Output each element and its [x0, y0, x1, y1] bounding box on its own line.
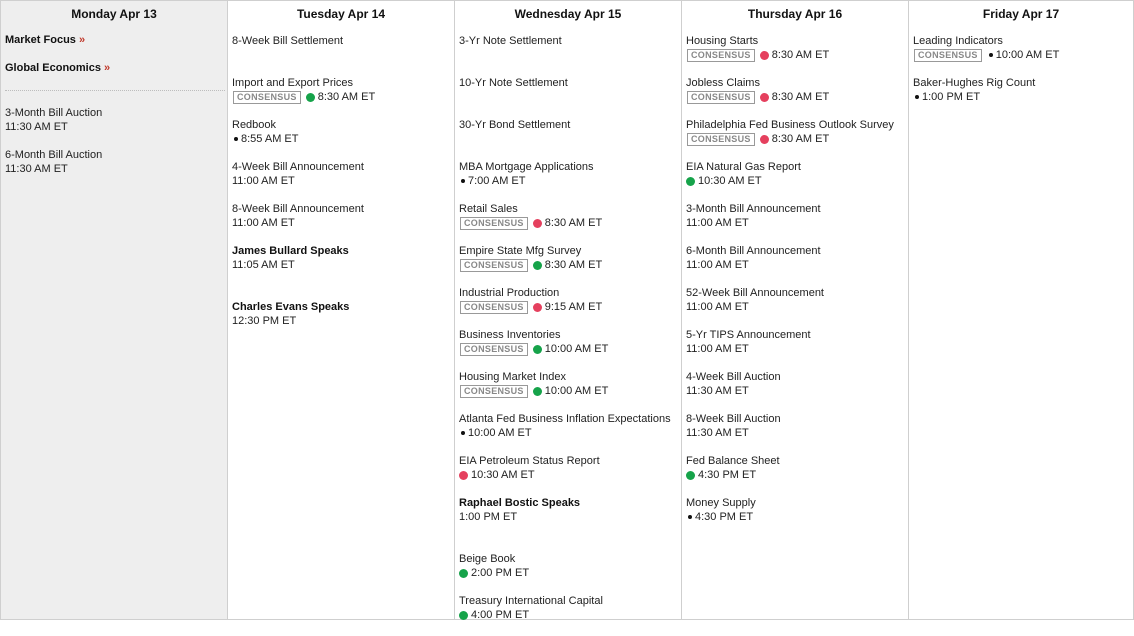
event-time: 11:30 AM ET — [686, 427, 749, 439]
event-title[interactable]: 6-Month Bill Auction — [5, 149, 103, 161]
event-detail-line — [913, 90, 1131, 104]
quick-links — [5, 34, 225, 90]
event-detail-line — [459, 342, 679, 356]
red-dot-icon — [533, 219, 542, 228]
day-column-wednesday — [454, 0, 681, 620]
event-time: 8:30 AM ET — [771, 49, 830, 61]
event-detail-line — [5, 162, 225, 176]
black-dot-icon — [234, 137, 238, 141]
event-detail-line — [913, 48, 1131, 62]
event-time: 10:30 AM ET — [471, 469, 535, 481]
chevron-right-icon: » — [78, 34, 86, 46]
day-header: Tuesday Apr 14 — [228, 0, 454, 27]
event-title[interactable]: Beige Book — [459, 553, 516, 565]
day-column-thursday — [681, 0, 908, 620]
calendar-event[interactable] — [459, 76, 679, 118]
calendar-event[interactable] — [686, 328, 906, 370]
event-title[interactable]: 8-Week Bill Settlement — [232, 35, 344, 47]
calendar-event[interactable] — [459, 34, 679, 76]
event-time: 8:55 AM ET — [241, 133, 299, 145]
event-title[interactable]: 3-Yr Note Settlement — [459, 35, 562, 47]
event-time: 10:00 AM ET — [995, 49, 1060, 61]
event-time: 11:30 AM ET — [5, 121, 68, 133]
calendar-event[interactable] — [459, 370, 679, 412]
calendar-event[interactable] — [686, 76, 906, 118]
red-dot-icon — [533, 303, 542, 312]
calendar-event[interactable] — [686, 34, 906, 76]
event-title[interactable]: Jobless Claims — [686, 77, 760, 89]
consensus-badge[interactable]: CONSENSUS — [914, 49, 982, 62]
event-time: 10:30 AM ET — [698, 175, 762, 187]
calendar-event[interactable] — [5, 106, 225, 148]
calendar-event[interactable] — [459, 552, 679, 594]
event-time: 1:00 PM ET — [459, 511, 518, 523]
event-title[interactable]: James Bullard Speaks — [232, 245, 349, 257]
event-time: 4:30 PM ET — [695, 511, 754, 523]
event-title[interactable]: Redbook — [232, 119, 277, 131]
day-header: Monday Apr 13 — [1, 0, 227, 27]
event-title[interactable]: Industrial Production — [459, 287, 560, 299]
event-title[interactable]: Charles Evans Speaks — [232, 301, 350, 313]
event-detail-line — [459, 426, 679, 440]
event-title[interactable]: Business Inventories — [459, 329, 561, 341]
event-time: 1:00 PM ET — [922, 91, 981, 103]
consensus-badge[interactable]: CONSENSUS — [687, 133, 755, 146]
event-detail-line — [459, 174, 679, 188]
event-detail-line — [686, 510, 906, 524]
day-header: Friday Apr 17 — [909, 0, 1133, 27]
calendar-event[interactable] — [232, 202, 452, 244]
event-time: 8:30 AM ET — [544, 259, 603, 271]
green-dot-icon — [533, 387, 542, 396]
event-title[interactable]: Treasury International Capital — [459, 595, 603, 607]
event-detail-line — [686, 132, 906, 146]
event-time: 11:00 AM ET — [686, 217, 749, 229]
event-title[interactable]: Leading Indicators — [913, 35, 1003, 47]
event-time: 11:00 AM ET — [686, 301, 749, 313]
calendar-event[interactable] — [459, 118, 679, 160]
event-detail-line — [232, 132, 452, 146]
event-detail-line — [232, 174, 452, 188]
black-dot-icon — [461, 179, 465, 183]
quick-link-label[interactable]: Market Focus — [5, 34, 76, 46]
event-detail-line — [686, 384, 906, 398]
quick-link-market-focus[interactable] — [5, 34, 225, 62]
event-title[interactable]: 3-Month Bill Auction — [5, 107, 103, 119]
calendar-event[interactable] — [686, 412, 906, 454]
day-header: Thursday Apr 16 — [682, 0, 908, 27]
event-time: 9:15 AM ET — [544, 301, 603, 313]
calendar-event[interactable] — [686, 286, 906, 328]
red-dot-icon — [459, 471, 468, 480]
event-detail-line — [459, 510, 679, 524]
event-time: 2:00 PM ET — [471, 567, 530, 579]
event-title[interactable]: Retail Sales — [459, 203, 518, 215]
calendar-event[interactable] — [686, 118, 906, 160]
divider — [5, 90, 225, 91]
event-title[interactable]: 5-Yr TIPS Announcement — [686, 329, 811, 341]
event-detail-line — [232, 90, 452, 104]
calendar-event[interactable] — [913, 76, 1131, 118]
day-events — [232, 34, 452, 356]
calendar-event[interactable] — [686, 370, 906, 412]
event-time: 11:05 AM ET — [232, 259, 295, 271]
event-title[interactable]: 8-Week Bill Auction — [686, 413, 781, 425]
event-time: 8:30 AM ET — [771, 91, 830, 103]
day-header: Wednesday Apr 15 — [455, 0, 681, 27]
event-time: 7:00 AM ET — [468, 175, 526, 187]
event-detail-line — [686, 468, 906, 482]
event-detail-line — [686, 90, 906, 104]
event-detail-line — [5, 120, 225, 134]
event-title[interactable]: EIA Natural Gas Report — [686, 161, 801, 173]
calendar-event[interactable] — [459, 160, 679, 202]
event-time: 10:00 AM ET — [468, 427, 532, 439]
day-events — [913, 34, 1131, 118]
consensus-badge[interactable]: CONSENSUS — [460, 217, 528, 230]
event-title[interactable]: Housing Starts — [686, 35, 759, 47]
red-dot-icon — [760, 51, 769, 60]
event-detail-line — [459, 384, 679, 398]
calendar-event[interactable] — [232, 76, 452, 118]
event-title[interactable]: EIA Petroleum Status Report — [459, 455, 600, 467]
event-time: 11:30 AM ET — [686, 385, 749, 397]
day-events — [459, 34, 679, 636]
event-title[interactable]: 3-Month Bill Announcement — [686, 203, 821, 215]
green-dot-icon — [533, 261, 542, 270]
green-dot-icon — [686, 471, 695, 480]
day-events — [686, 34, 906, 538]
chevron-right-icon: » — [104, 62, 111, 74]
consensus-badge[interactable]: CONSENSUS — [687, 49, 755, 62]
event-title[interactable]: 4-Week Bill Announcement — [232, 161, 364, 173]
calendar-event[interactable] — [459, 286, 679, 328]
calendar-event[interactable] — [686, 160, 906, 202]
event-title[interactable]: Housing Market Index — [459, 371, 566, 383]
event-time: 8:30 AM ET — [317, 91, 376, 103]
black-dot-icon — [915, 95, 919, 99]
event-time: 11:30 AM ET — [5, 163, 68, 175]
event-detail-line — [686, 48, 906, 62]
event-title[interactable]: 30-Yr Bond Settlement — [459, 119, 571, 131]
day-column-friday — [908, 0, 1134, 620]
calendar-event[interactable] — [459, 412, 679, 454]
event-detail-line — [686, 300, 906, 314]
event-time: 8:30 AM ET — [771, 133, 830, 145]
event-detail-line — [686, 342, 906, 356]
event-title[interactable]: MBA Mortgage Applications — [459, 161, 594, 173]
event-time: 8:30 AM ET — [544, 217, 603, 229]
event-detail-line — [232, 314, 452, 328]
calendar-event[interactable] — [913, 34, 1131, 76]
calendar-event[interactable] — [5, 148, 225, 190]
event-title[interactable]: Money Supply — [686, 497, 756, 509]
event-time: 4:00 PM ET — [471, 609, 530, 621]
event-detail-line — [459, 566, 679, 580]
event-time: 11:00 AM ET — [686, 343, 749, 355]
event-time: 11:00 AM ET — [686, 259, 749, 271]
consensus-badge[interactable]: CONSENSUS — [233, 91, 301, 104]
event-detail-line — [686, 174, 906, 188]
calendar-event[interactable] — [686, 496, 906, 538]
event-title[interactable]: 10-Yr Note Settlement — [459, 77, 568, 89]
quick-link-global-economics[interactable] — [5, 62, 225, 90]
event-time: 11:00 AM ET — [232, 217, 295, 229]
red-dot-icon — [760, 135, 769, 144]
green-dot-icon — [459, 569, 468, 578]
event-detail-line — [686, 258, 906, 272]
calendar-event[interactable] — [459, 244, 679, 286]
event-time: 10:00 AM ET — [544, 343, 609, 355]
event-time: 11:00 AM ET — [232, 175, 295, 187]
calendar-event[interactable] — [459, 594, 679, 636]
green-dot-icon — [533, 345, 542, 354]
calendar-event[interactable] — [232, 34, 452, 76]
event-detail-line — [459, 468, 679, 482]
speaker-event[interactable] — [232, 244, 452, 300]
red-dot-icon — [760, 93, 769, 102]
calendar-event[interactable] — [686, 202, 906, 244]
green-dot-icon — [306, 93, 315, 102]
event-detail-line — [232, 216, 452, 230]
calendar-event[interactable] — [232, 160, 452, 202]
speaker-event[interactable] — [459, 496, 679, 552]
day-column-monday — [0, 0, 227, 620]
event-title[interactable]: 4-Week Bill Auction — [686, 371, 781, 383]
event-title[interactable]: 6-Month Bill Announcement — [686, 245, 821, 257]
calendar-event[interactable] — [686, 454, 906, 496]
event-detail-line — [459, 216, 679, 230]
consensus-badge[interactable]: CONSENSUS — [687, 91, 755, 104]
event-detail-line — [459, 300, 679, 314]
event-detail-line — [232, 258, 452, 272]
calendar-event[interactable] — [459, 328, 679, 370]
day-events — [5, 34, 225, 190]
day-column-tuesday — [227, 0, 454, 620]
consensus-badge[interactable]: CONSENSUS — [460, 259, 528, 272]
event-title[interactable]: Empire State Mfg Survey — [459, 245, 582, 257]
event-title[interactable]: Baker-Hughes Rig Count — [913, 77, 1036, 89]
consensus-badge[interactable]: CONSENSUS — [460, 385, 528, 398]
event-time: 4:30 PM ET — [698, 469, 757, 481]
quick-link-label[interactable]: Global Economics — [5, 62, 101, 74]
event-time: 12:30 PM ET — [232, 315, 297, 327]
event-detail-line — [686, 216, 906, 230]
black-dot-icon — [461, 431, 465, 435]
event-detail-line — [459, 258, 679, 272]
consensus-badge[interactable]: CONSENSUS — [460, 301, 528, 314]
event-detail-line — [686, 426, 906, 440]
green-dot-icon — [459, 611, 468, 620]
green-dot-icon — [686, 177, 695, 186]
calendar-event[interactable] — [459, 454, 679, 496]
event-title[interactable]: Import and Export Prices — [232, 77, 354, 89]
calendar-event[interactable] — [459, 202, 679, 244]
consensus-badge[interactable]: CONSENSUS — [460, 343, 528, 356]
event-title[interactable]: Raphael Bostic Speaks — [459, 497, 581, 509]
event-title[interactable]: 8-Week Bill Announcement — [232, 203, 364, 215]
event-title[interactable]: Atlanta Fed Business Inflation Expectations — [459, 413, 671, 425]
calendar-event[interactable] — [232, 118, 452, 160]
calendar-event[interactable] — [686, 244, 906, 286]
event-time: 10:00 AM ET — [544, 385, 609, 397]
black-dot-icon — [989, 53, 993, 57]
event-title[interactable]: 52-Week Bill Announcement — [686, 287, 824, 299]
speaker-event[interactable] — [232, 300, 452, 356]
event-title[interactable]: Philadelphia Fed Business Outlook Survey — [686, 119, 894, 131]
black-dot-icon — [688, 515, 692, 519]
event-title[interactable]: Fed Balance Sheet — [686, 455, 780, 467]
